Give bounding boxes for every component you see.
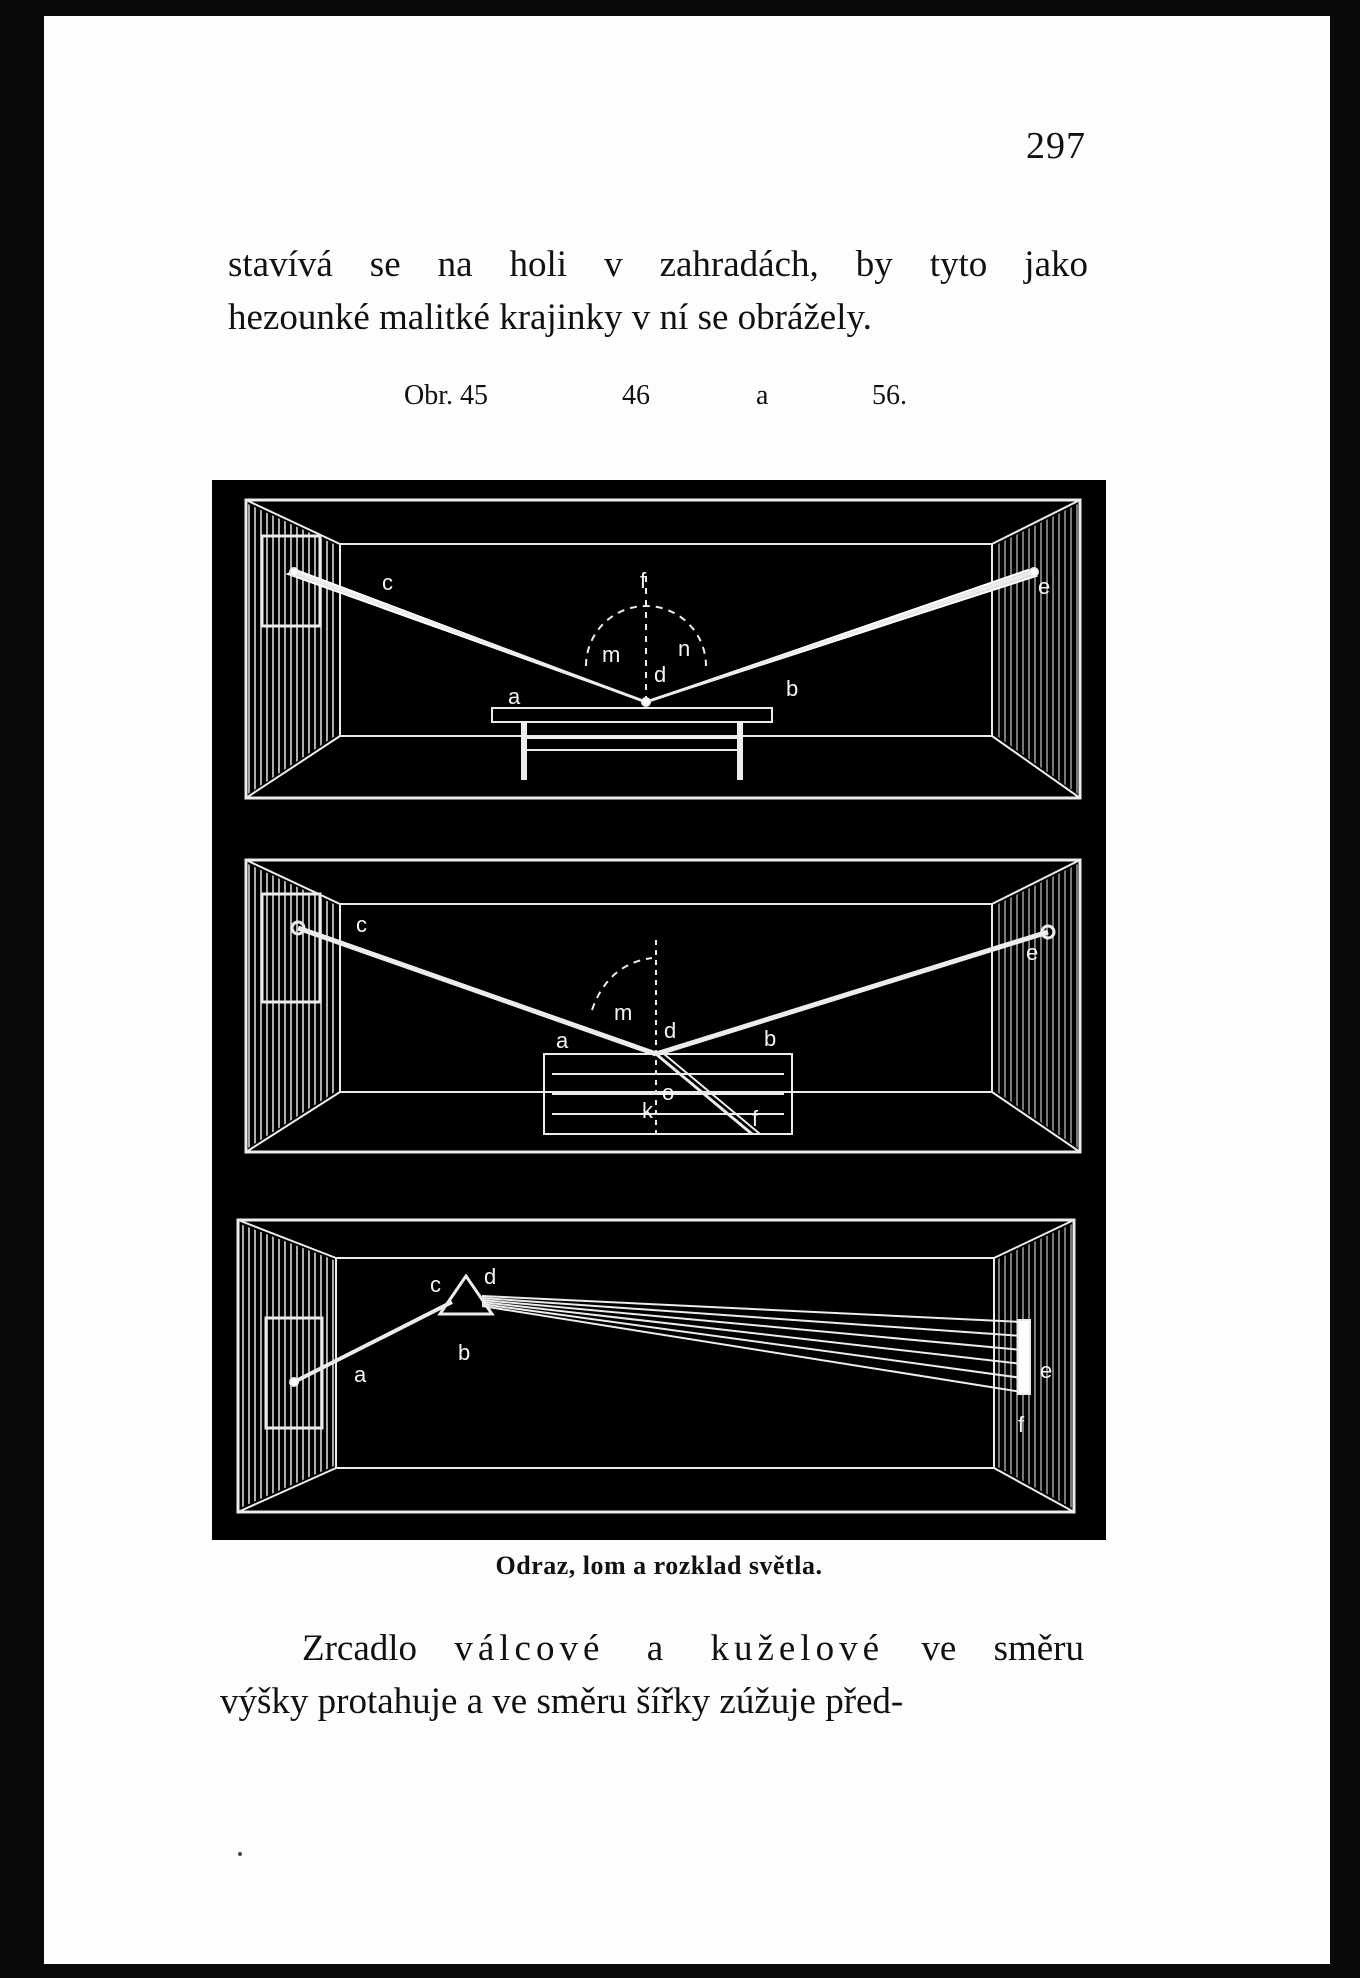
paragraph-bottom	[220, 1622, 1084, 1728]
figure-ref-46: 46	[622, 380, 650, 411]
panel3-label-a: a	[354, 1362, 367, 1387]
panel-dispersion	[238, 1220, 1074, 1512]
panel2-label-d: d	[664, 1018, 677, 1043]
panel1-label-b: b	[786, 676, 799, 701]
figure-ref-56: 56.	[872, 380, 907, 411]
panel3-label-c: c	[430, 1272, 441, 1297]
optics-figure	[212, 480, 1106, 1540]
figure-ref-prefix: Obr. 45	[404, 380, 488, 411]
paragraph-top-line-2: hezounké malitké krajinky v ní se obrážely.	[228, 297, 872, 338]
panel2-label-e: e	[1026, 940, 1039, 965]
paragraph-bottom-word-1: Zrcadlo	[302, 1628, 418, 1669]
paragraph-top	[228, 238, 1088, 344]
paragraph-bottom-line-2: výšky protahuje a ve směru šířky zúžuje před-	[220, 1681, 904, 1722]
panel1-label-e: e	[1038, 574, 1051, 599]
panel2-label-m: m	[614, 1000, 633, 1025]
panel1-label-d: d	[654, 662, 667, 687]
page-number: 297	[1026, 125, 1086, 167]
paragraph-bottom-line-1-rest: ve směru	[921, 1628, 1084, 1669]
panel2-label-a: a	[556, 1028, 569, 1053]
paragraph-bottom-line-1	[220, 1622, 1084, 1675]
panel2-label-o: o	[662, 1080, 675, 1105]
panel-refraction	[246, 860, 1080, 1152]
panel3-label-d: d	[484, 1264, 497, 1289]
panel2-label-k: k	[642, 1098, 653, 1123]
panel-reflection	[246, 500, 1080, 798]
panel1-label-a: a	[508, 684, 521, 709]
figure-ref-and: a	[756, 380, 769, 411]
panel2-label-f: f	[752, 1106, 759, 1131]
paragraph-bottom-spaced-term: válcové a kuželové	[454, 1628, 885, 1669]
panel1-label-n: n	[678, 636, 691, 661]
panel1-label-f: f	[640, 568, 647, 593]
panel3-label-f: f	[1018, 1412, 1025, 1437]
panel1-label-c: c	[382, 570, 393, 595]
panel3-label-e: e	[1040, 1358, 1053, 1383]
paragraph-top-line-1: stavívá se na holi v zahradách, by tyto jako	[228, 244, 1088, 285]
panel3-label-b: b	[458, 1340, 471, 1365]
optics-illustration	[212, 480, 1106, 1540]
panel2-label-c: c	[356, 912, 367, 937]
panel1-label-m: m	[602, 642, 621, 667]
panel2-label-b: b	[764, 1026, 777, 1051]
figure-caption: Odraz, lom a rozklad světla.	[495, 1551, 823, 1580]
paper-speck	[238, 1852, 242, 1856]
